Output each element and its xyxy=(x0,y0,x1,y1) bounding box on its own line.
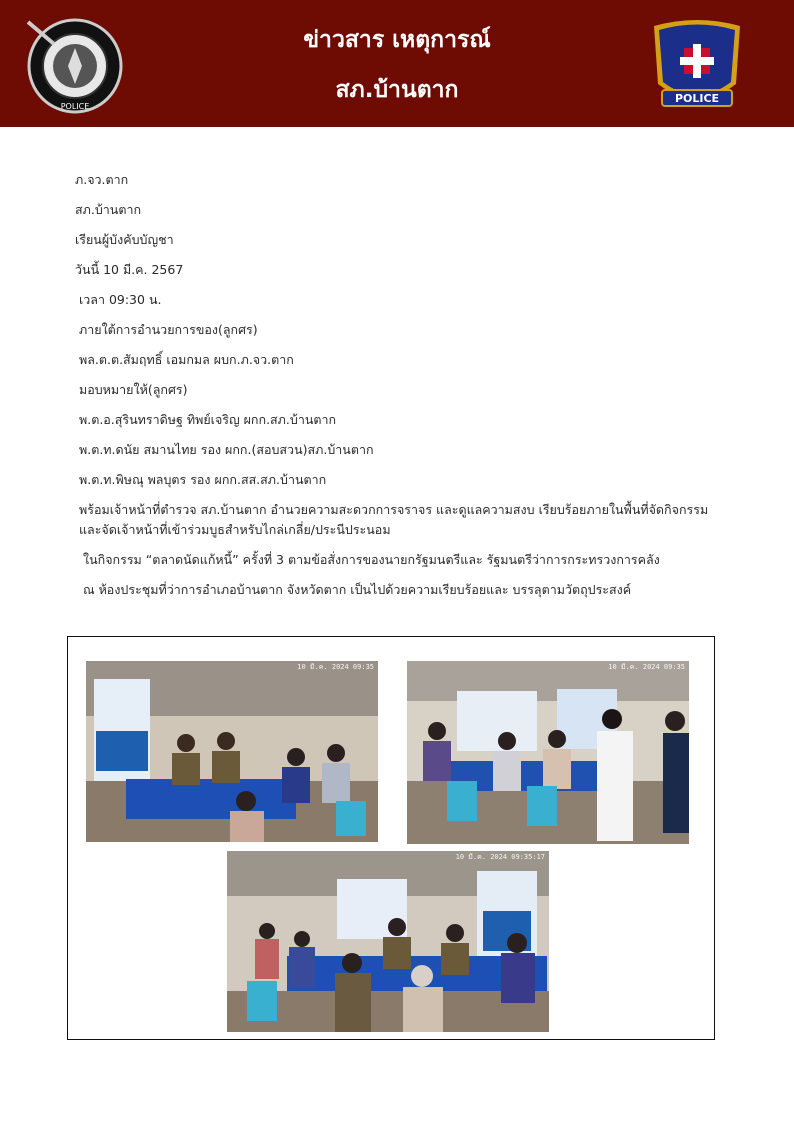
photo-timestamp: 10 มี.ค. 2024 09:35 xyxy=(297,663,374,671)
report-body xyxy=(75,170,715,610)
report-line: มอบหมายให้(ลูกศร) xyxy=(79,382,188,397)
report-line: เวลา 09:30 น. xyxy=(79,292,162,307)
banner-title-line2: สภ.บ้านตาก xyxy=(335,77,459,103)
report-line: ภายใต้การอำนวยการของ(ลูกศร) xyxy=(79,322,258,337)
report-line: ในกิจกรรม “ตลาดนัดแก้หนี้” ครั้งที่ 3 ตามข้อสั่งการของนายกรัฐมนตรีและ รัฐมนตรีว่าการกระทรวงการคลัง xyxy=(83,552,660,567)
report-line: พล.ต.ต.สัมฤทธิ์ เอมกมล ผบก.ภ.จว.ตาก xyxy=(79,352,294,367)
report-line: พ.ต.ท.ดนัย สมานไทย รอง ผกก.(สอบสวน)สภ.บ้านตาก xyxy=(79,442,374,457)
header-banner xyxy=(0,0,794,127)
photo-timestamp: 10 มี.ค. 2024 09:35 xyxy=(608,663,685,671)
police-badge-icon xyxy=(646,14,748,118)
event-photo xyxy=(407,661,689,844)
report-line: ณ ห้องประชุมที่ว่าการอำเภอบ้านตาก จังหวัดตาก เป็นไปด้วยความเรียบร้อยและ บรรลุตามวัตถุประสงค์ xyxy=(83,582,632,597)
report-line: ภ.จว.ตาก xyxy=(75,172,129,187)
royal-thai-police-seal-icon xyxy=(24,14,126,118)
report-line: สภ.บ้านตาก xyxy=(75,202,142,217)
report-line: พ.ต.ท.พิษณุ พลบุตร รอง ผกก.สส.สภ.บ้านตาก xyxy=(79,472,327,487)
report-line: พ.ต.อ.สุรินทราดิษฐ ทิพย์เจริญ ผกก.สภ.บ้านตาก xyxy=(79,412,337,427)
svg-text:POLICE: POLICE xyxy=(674,92,720,105)
report-line: เรียนผู้บังคับบัญชา xyxy=(75,232,174,247)
event-photo xyxy=(86,661,378,842)
photo-timestamp: 10 มี.ค. 2024 09:35:17 xyxy=(455,853,545,861)
report-paragraph: พร้อมเจ้าหน้าที่ตำรวจ สภ.บ้านตาก อำนวยความสะดวกการจราจร และดูแลความสงบ เรียบร้อยภายในพื้นที่จัดกิจกรรม และจัดเจ้าหน้าที่เข้าร่วมบูธสำหรับไกล่เกลี่ย/ประนีประนอม xyxy=(79,502,709,537)
photo-frame xyxy=(67,636,715,1040)
report-line: วันนี้ 10 มี.ค. 2567 xyxy=(75,262,184,277)
svg-text:POLICE: POLICE xyxy=(60,102,90,111)
banner-title-line1: ข่าวสาร เหตุการณ์ xyxy=(303,27,491,53)
event-photo xyxy=(227,851,549,1032)
